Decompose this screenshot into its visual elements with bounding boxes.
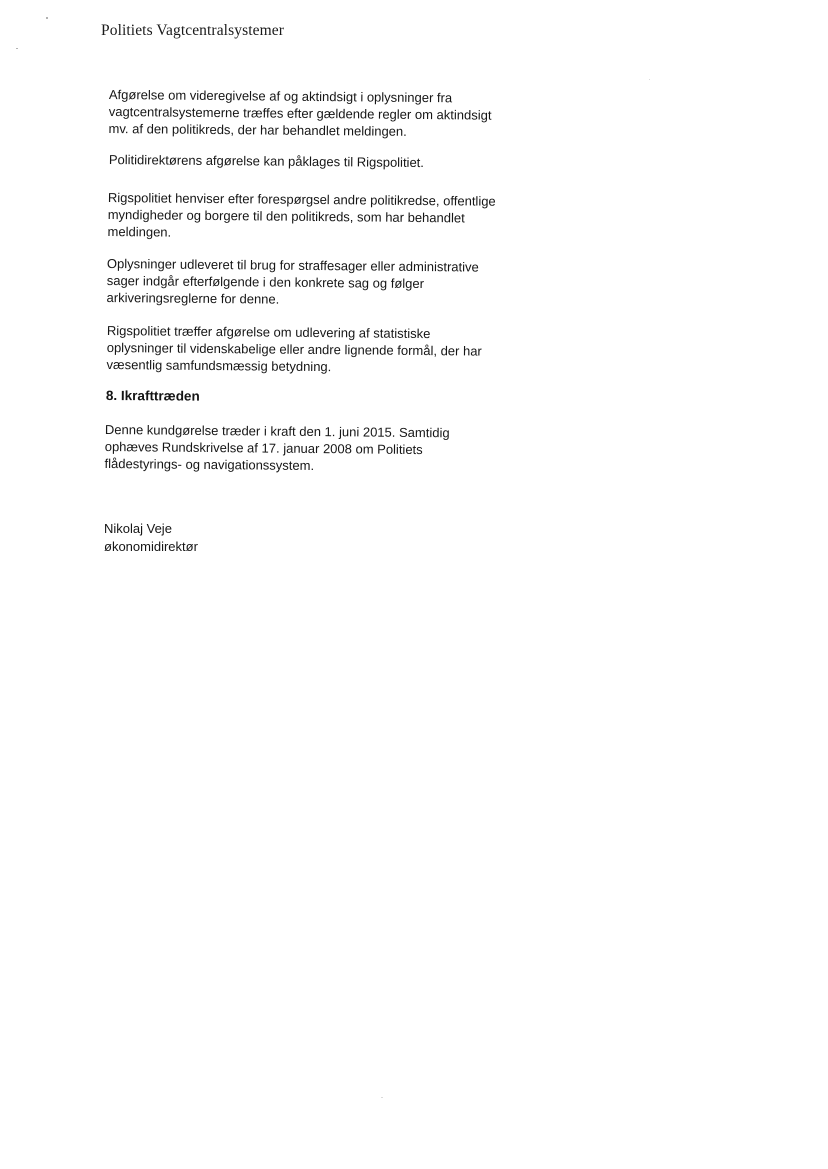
paragraph-disclosure-decision: Afgørelse om videregivelse af og aktindsigt i oplysninger fra vagtcentralsystemerne træffes efter gældende regler om aktindsigt mv. af den politikreds, der har behandlet meldingen.	[108, 87, 492, 139]
paragraph-statistics: Rigspolitiet træffer afgørelse om udlevering af statistiske oplysninger til videnskabelige eller andre lignende formål, der har væsentlig samfundsmæssig betydning.	[106, 323, 482, 374]
paragraph-appeal: Politidirektørens afgørelse kan påklages til Rigspolitiet.	[108, 152, 425, 171]
scan-speck	[649, 79, 650, 80]
signatory-title: økonomidirektør	[104, 538, 198, 554]
section-heading: 8. Ikrafttræden	[105, 388, 200, 404]
paragraph-referral: Rigspolitiet henviser efter forespørgsel andre politikredse, offentlige myndigheder og borgere til den politikreds, som har behandlet meldingen.	[107, 190, 496, 240]
signatory-name: Nikolaj Veje	[104, 521, 172, 536]
scan-speck	[46, 17, 48, 19]
signature-block	[104, 520, 198, 555]
paragraph-case-information: Oplysninger udleveret til brug for straffesager eller administrative sager indgår efterfølgende i den konkrete sag og følger arkiveringsreglerne for denne.	[106, 256, 479, 307]
page-header: Politiets Vagtcentralsystemer	[101, 22, 284, 39]
scan-speck	[16, 48, 18, 49]
scan-speck	[381, 1097, 383, 1098]
paragraph-commencement: Denne kundgørelse træder i kraft den 1. juni 2015. Samtidig ophæves Rundskrivelse af 17. januar 2008 om Politiets flådestyrings- og navigationssystem.	[104, 422, 450, 473]
